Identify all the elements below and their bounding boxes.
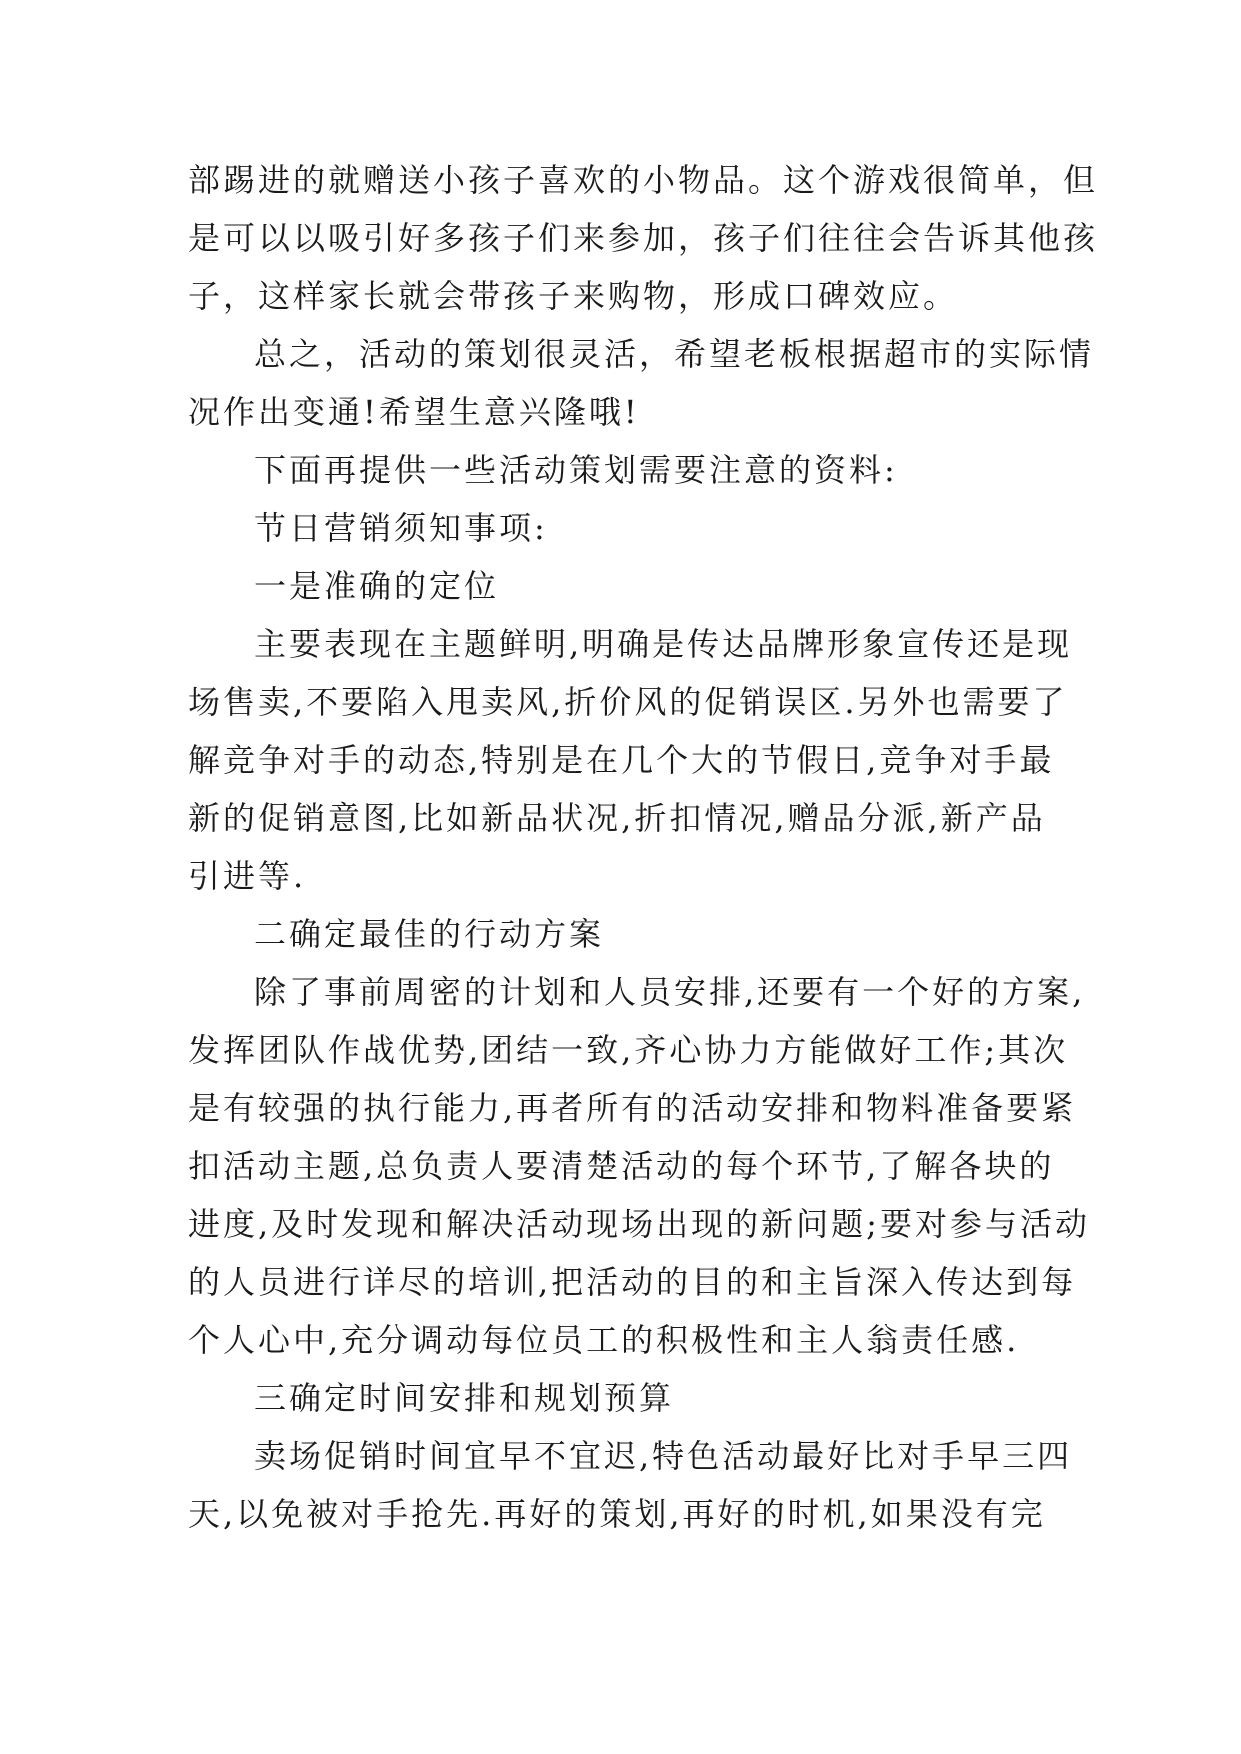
text-line: 三确定时间安排和规划预算 — [254, 1379, 675, 1417]
text-line: 是有较强的执行能力,再者所有的活动安排和物料准备要紧 — [188, 1089, 1077, 1127]
text-line: 扣活动主题,总负责人要清楚活动的每个环节,了解各块的 — [188, 1147, 1055, 1185]
text-line: 况作出变通!希望生意兴隆哦! — [188, 393, 640, 431]
text-line: 一是准确的定位 — [254, 567, 500, 605]
text-line: 天,以免被对手抢先.再好的策划,再好的时机,如果没有完 — [188, 1495, 1046, 1533]
text-line: 节日营销须知事项: — [254, 509, 548, 547]
text-line: 除了事前周密的计划和人员安排,还要有一个好的方案, — [254, 973, 1086, 1011]
text-line: 下面再提供一些活动策划需要注意的资料: — [254, 451, 898, 489]
text-line: 进度,及时发现和解决活动现场出现的新问题;要对参与活动 — [188, 1205, 1090, 1243]
text-line: 二确定最佳的行动方案 — [254, 915, 605, 953]
text-line: 发挥团队作战优势,团结一致,齐心协力方能做好工作;其次 — [188, 1031, 1069, 1069]
text-line: 引进等. — [188, 857, 307, 895]
text-line: 主要表现在主题鲜明,明确是传达品牌形象宣传还是现 — [254, 625, 1073, 663]
text-line: 场售卖,不要陷入甩卖风,折价风的促销误区.另外也需要了 — [188, 683, 1068, 721]
text-line: 的人员进行详尽的培训,把活动的目的和主旨深入传达到每 — [188, 1263, 1077, 1301]
document-body — [188, 151, 1099, 1543]
text-line: 部踢进的就赠送小孩子喜欢的小物品。这个游戏很简单，但 — [188, 161, 1099, 199]
text-line: 解竞争对手的动态,特别是在几个大的节假日,竞争对手最 — [188, 741, 1055, 779]
text-line: 个人心中,充分调动每位员工的积极性和主人翁责任感. — [188, 1321, 1020, 1359]
text-line: 是可以以吸引好多孩子们来参加，孩子们往往会告诉其他孩 — [188, 219, 1099, 257]
text-line: 新的促销意图,比如新品状况,折扣情况,赠品分派,新产品 — [188, 799, 1046, 837]
text-line: 总之，活动的策划很灵活，希望老板根据超市的实际情 — [254, 335, 1095, 373]
text-line: 卖场促销时间宜早不宜迟,特色活动最好比对手早三四 — [254, 1437, 1073, 1475]
text-line: 子，这样家长就会带孩子来购物，形成口碑效应。 — [188, 277, 959, 315]
